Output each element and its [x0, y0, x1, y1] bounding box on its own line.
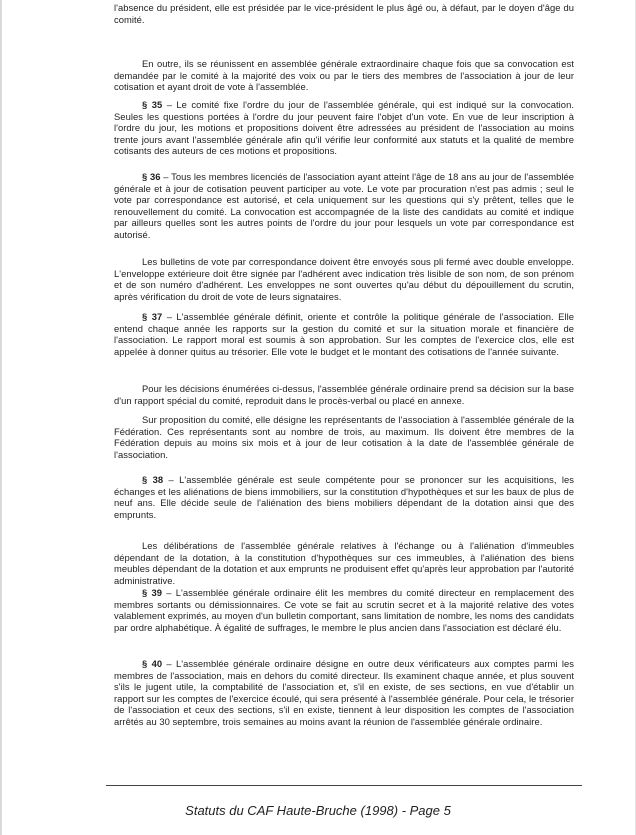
scan-edge-left [0, 0, 2, 835]
article-number: § 39 [142, 587, 163, 598]
article-number: § 36 [142, 171, 161, 182]
paragraph-text: – L'assemblée générale ordinaire désigne en outre deux vérificateurs aux comptes parmi les membres de l'association, mais en dehors du comité directeur. Ils examinent chaque année, et plus souvent s'ils le jugent utile, la comptabilité de l'association et, s'il en existe, de ses sections, en vue d'établir un rapport sur les comptes de l'exercice écoulé, qui sera présenté à l'assemblée générale. Pour cela, le trésorier de l'association et ceux des sections, s'il en existe, tiennent à leur disposition les comptes de l'association arrêtés au 30 septembre, trois semaines au moins avant la réunion de l'assemblée générale ordinaire. [114, 658, 574, 727]
paragraph-text: En outre, ils se réunissent en assemblée générale extraordinaire chaque fois que sa convocation est demandée par le comité à la majorité des voix ou par le tiers des membres de l'association à jour de leur cotisation et ayant droit de vote à l'assemblée. [114, 58, 574, 92]
article-number: § 35 [142, 99, 163, 110]
paragraph-text: – Tous les membres licenciés de l'association ayant atteint l'âge de 18 ans au jour de l'assemblée générale et à jour de cotisation peuvent participer au vote. Le vote par procuration n'est pas admis ; seul le vote par correspondance est autorisé, et cela uniquement sur les questions qui s'y prêtent, telles que le renouvellement du comité. La convocation est accompagnée de la liste des candidats au comité et indique par ailleurs quelles sont les autres points de l'ordre du jour pour lesquels un vote par correspondance est autorisé. [114, 171, 574, 240]
paragraph-p1 [114, 58, 574, 93]
paragraph-text: – L'assemblée générale définit, oriente et contrôle la politique générale de l'association. Elle entend chaque année les rapports sur la gestion du comité et sur la situation morale et financière de l'association. Le rapport moral est soumis à son approbation. Sur les comptes de l'exercice clos, elle est appelée à donner quitus au trésorier. Elle vote le budget et le montant des cotisations de l'année suivante. [114, 311, 574, 357]
paragraph-p3 [114, 171, 574, 240]
paragraph-text: – Le comité fixe l'ordre du jour de l'assemblée générale, qui est indiqué sur la convocation. Seules les questions portées à l'ordre du jour peuvent faire l'objet d'un vote. En vue de leur inscription à l'ordre du jour, les motions et propositions doivent être adressées au président de l'association au moins trente jours avant l'assemblée générale afin qu'il vérifie leur conformité aux statuts et la qualité de membre cotisants des auteurs de ces motions et propositions. [114, 99, 574, 156]
paragraph-text: l'absence du président, elle est présidée par le vice-président le plus âgé ou, à défaut, par le doyen d'âge du comité. [114, 2, 574, 25]
paragraph-text: Les délibérations de l'assemblée générale relatives à l'échange ou à l'aliénation d'immeubles dépendant de la dotation, à la constitution d'hypothèques sur ces immeubles, à l'aliénation des biens meubles dépendant de la dotation et aux emprunts ne produisent effet qu'après leur approbation par l'autorité administrative. [114, 540, 574, 586]
paragraph-p2 [114, 99, 574, 157]
paragraph-p6 [114, 383, 574, 406]
page-footer: Statuts du CAF Haute-Bruche (1998) - Page 5 [185, 803, 451, 818]
paragraph-text: – L'assemblée générale est seule compétente pour se prononcer sur les acquisitions, les échanges et les aliénations de biens immobiliers, sur la constitution d'hypothèques et sur les baux de plus de neuf ans. Elle décide seule de l'aliénation des biens mobiliers dépendant de la dotation ainsi que des emprunts. [114, 474, 574, 520]
paragraph-text: Les bulletins de vote par correspondance doivent être envoyés sous pli fermé avec double enveloppe. L'enveloppe extérieure doit être signée par l'adhérent avec indication très lisible de son nom, de son prénom et de son numéro d'adhérent. Les enveloppes ne sont ouvertes qu'au début du dépouillement du scrutin, après vérification du droit de vote de leurs signataires. [114, 256, 574, 302]
paragraph-p4 [114, 256, 574, 302]
paragraph-p10 [114, 587, 574, 633]
paragraph-p9 [114, 540, 574, 586]
paragraph-p7 [114, 414, 574, 460]
article-number: § 40 [142, 658, 163, 669]
paragraph-p5 [114, 311, 574, 357]
footer-rule [106, 785, 582, 786]
paragraph-p0 [114, 2, 574, 25]
article-number: § 37 [142, 311, 163, 322]
paragraph-text: Sur proposition du comité, elle désigne les représentants de l'association à l'assemblée générale de la Fédération. Ces représentants sont au nombre de trois, au maximum. Ils doivent être membres de la Fédération depuis au moins six mois et à jour de leur cotisation à la date de l'assemblée générale de l'association. [114, 414, 574, 460]
paragraph-p11 [114, 658, 574, 727]
article-number: § 38 [142, 474, 164, 485]
paragraph-text: – L'assemblée générale ordinaire élit les membres du comité directeur en remplacement des membres sortants ou démissionnaires. Ce vote se fait au scrutin secret et à la majorité relative des votes valablement exprimés, au moyen d'un bulletin comportant, sans limitation de nombre, les noms des candidats par ordre alphabétique. À égalité de suffrages, le membre le plus ancien dans l'association est déclaré élu. [114, 587, 574, 633]
paragraph-p8 [114, 474, 574, 520]
paragraph-text: Pour les décisions énumérées ci-dessus, l'assemblée générale ordinaire prend sa décision sur la base d'un rapport spécial du comité, reproduit dans le procès-verbal ou placé en annexe. [114, 383, 574, 406]
